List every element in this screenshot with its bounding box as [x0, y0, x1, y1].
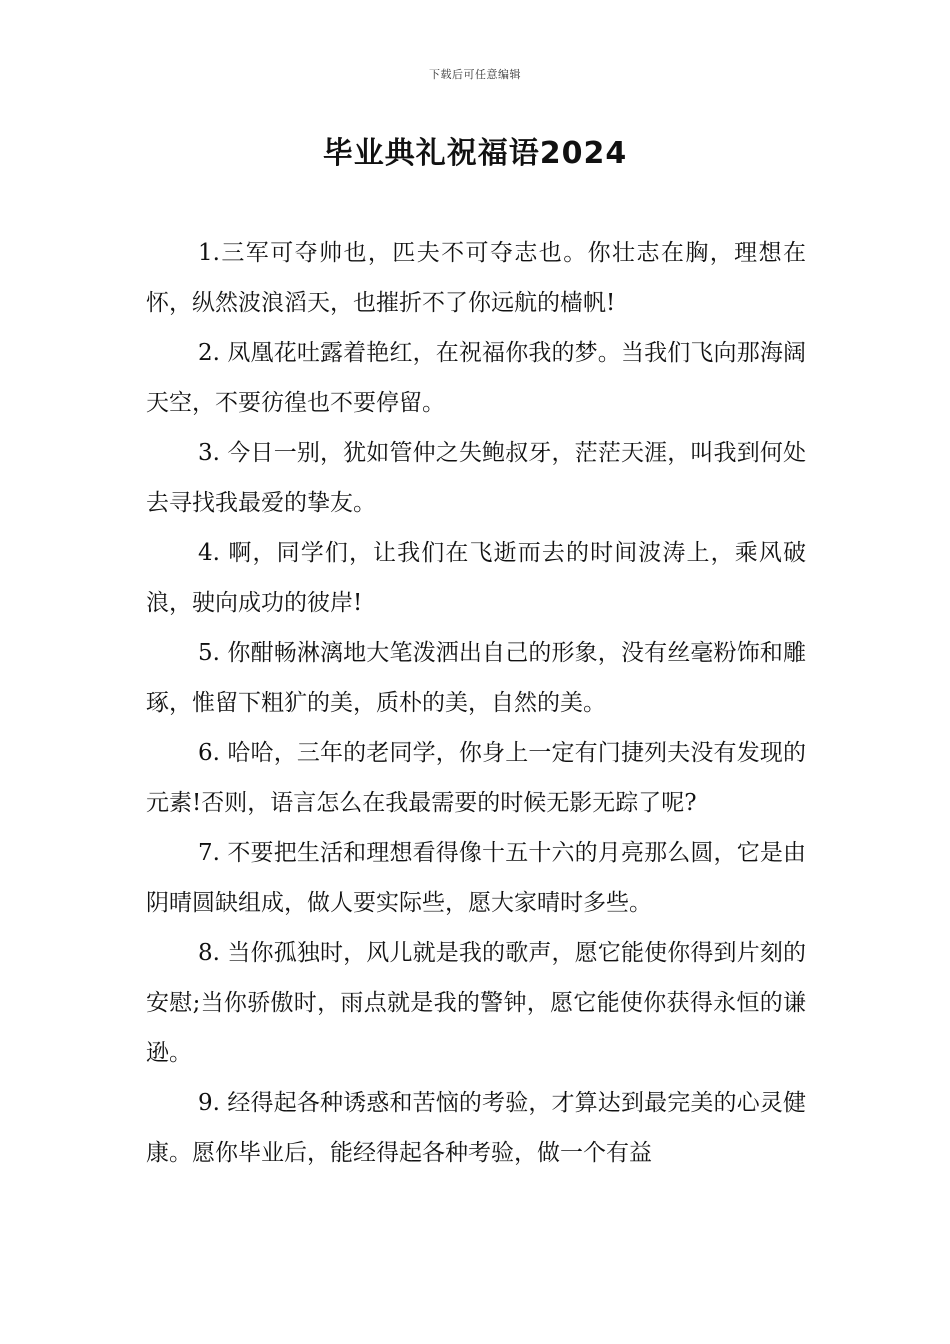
paragraph-8: 8. 当你孤独时，风儿就是我的歌声，愿它能使你得到片刻的安慰;当你骄傲时，雨点就是我的警钟，愿它能使你获得永恒的谦逊。	[146, 940, 806, 1066]
paragraph-6: 6. 哈哈，三年的老同学，你身上一定有门捷列夫没有发现的元素!否则，语言怎么在我最需要的时候无影无踪了呢?	[146, 740, 806, 816]
paragraph-5: 5. 你酣畅淋漓地大笔泼洒出自己的形象，没有丝毫粉饰和雕琢，惟留下粗犷的美，质朴的美，自然的美。	[146, 640, 806, 716]
paragraph-3: 3. 今日一别，犹如管仲之失鲍叔牙，茫茫天涯，叫我到何处去寻找我最爱的挚友。	[146, 440, 806, 516]
paragraph-9: 9. 经得起各种诱惑和苦恼的考验，才算达到最完美的心灵健康。愿你毕业后，能经得起各种考验，做一个有益	[146, 1090, 806, 1166]
paragraph-2: 2. 凤凰花吐露着艳红，在祝福你我的梦。当我们飞向那海阔天空，不要彷徨也不要停留。	[146, 340, 806, 416]
document-title: 毕业典礼祝福语2024	[322, 136, 628, 171]
paragraph-7: 7. 不要把生活和理想看得像十五十六的月亮那么圆，它是由阴晴圆缺组成，做人要实际些，愿大家晴时多些。	[146, 840, 806, 916]
paragraph-1: 1.三军可夺帅也，匹夫不可夺志也。你壮志在胸，理想在怀，纵然波浪滔天，也摧折不了你远航的樯帆!	[146, 240, 806, 316]
document-body	[146, 228, 806, 1178]
header-note: 下载后可任意编辑	[429, 68, 521, 81]
paragraph-4: 4. 啊，同学们，让我们在飞逝而去的时间波涛上，乘风破浪，驶向成功的彼岸!	[146, 540, 806, 616]
